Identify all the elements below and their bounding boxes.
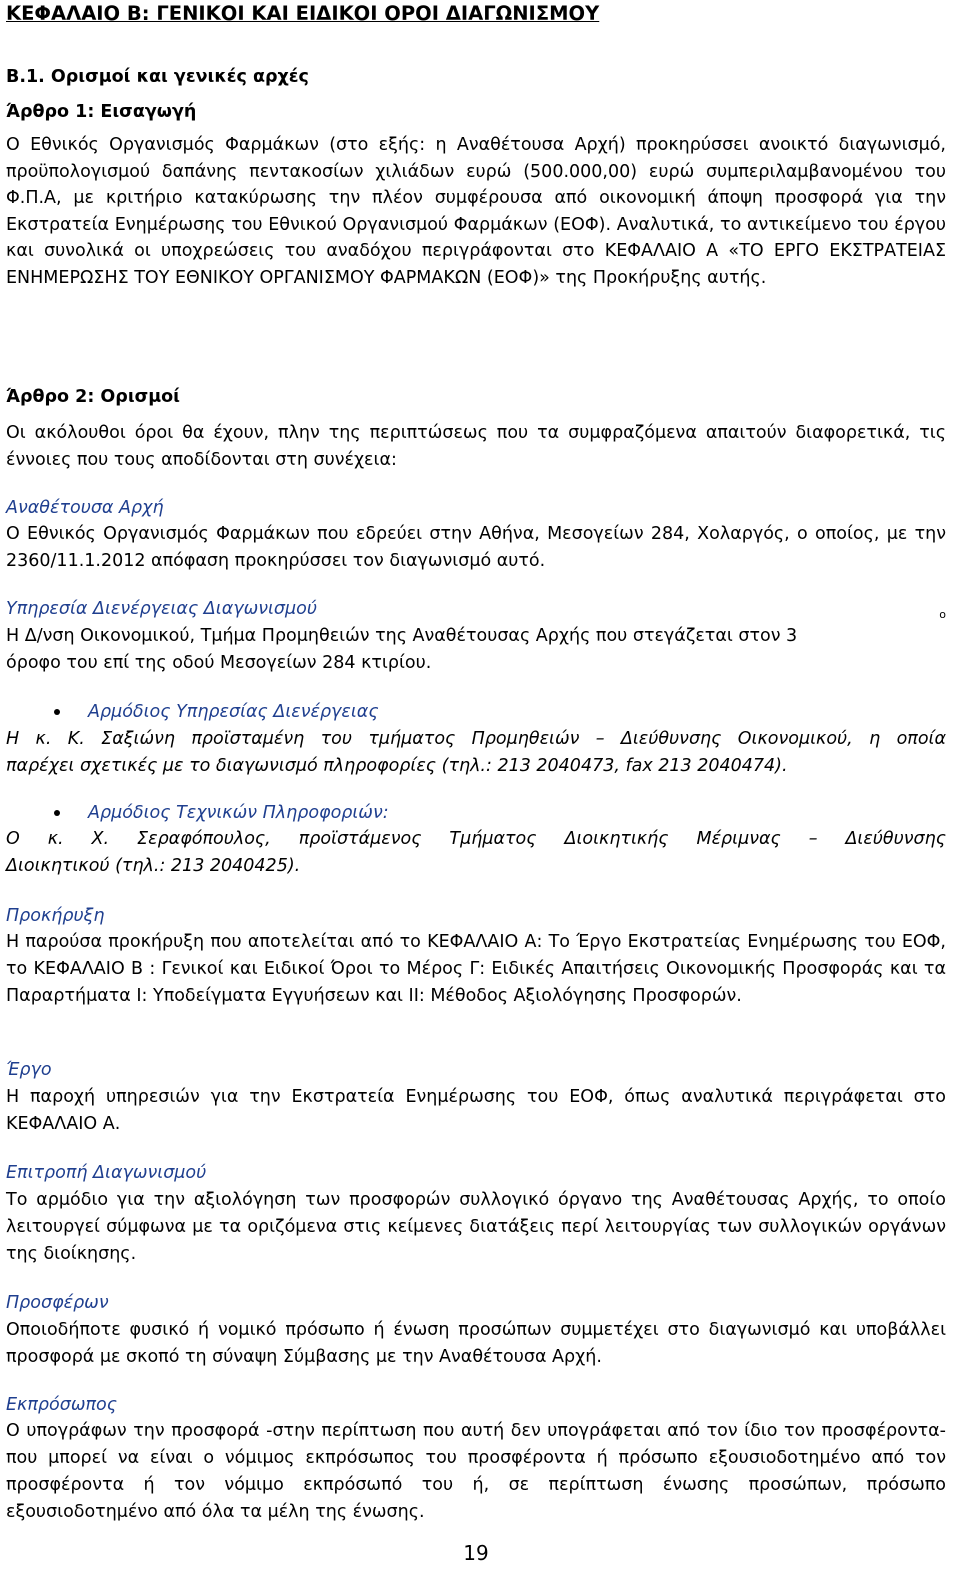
bullet-text-technical-contact xyxy=(6,826,946,880)
bullet-icon xyxy=(54,709,60,715)
definition-text-committee: Το αρμόδιο για την αξιολόγηση των προσφορών συλλογικό όργανο της Αναθέτουσας Αρχής, το οποίο λειτουργεί σύμφωνα με τα οριζόμενα στις κείμενες διατάξεις περί λειτουργίας των συλλογικών οργάνων της διοίκησης. xyxy=(6,1190,946,1264)
service-text-continuation: όροφο του επί της οδού Μεσογείων 284 κτιρίου. xyxy=(6,653,432,673)
bullet-text-service-contact xyxy=(6,726,946,780)
article-1-text: Ο Εθνικός Οργανισμός Φαρμάκων (στο εξής: η Αναθέτουσα Αρχή) προκηρύσσει ανοικτό διαγωνισμό, προϋπολογισμού δαπάνης πεντακοσίων χιλιάδων ευρώ (500.000,00) ευρώ συμπεριλαμβανομένου του Φ.Π.Α, με κριτήριο κατακύρωσης την πλέον συμφέρουσα από οικονομική άποψη προσφορά για την Εκστρατεία Ενημέρωσης του Εθνικού Οργανισμού Φαρμάκων (ΕΟΦ). Αναλυτικά, το αντικείμενο του έργου και συνολικά οι υποχρεώσεις του αναδόχου περιγράφονται στο ΚΕΦΑΛΑΙΟ Α «ΤΟ ΕΡΓΟ ΕΚΣΤΡΑΤΕΙΑΣ ΕΝΗΜΕΡΩΣΗΣ ΤΟΥ ΕΘΝΙΚΟΥ ΟΡΓΑΝΙΣΜΟΥ ΦΑΡΜΑΚΩΝ (ΕΟΦ)» της Προκήρυξης αυτής. xyxy=(6,135,946,288)
article-1-title: Άρθρο 1: Εισαγωγή xyxy=(6,102,197,122)
definition-term-authority: Αναθέτουσα Αρχή xyxy=(6,498,164,518)
definition-text-notice: Η παρούσα προκήρυξη που αποτελείται από το ΚΕΦΑΛΑΙΟ Α: Το Έργο Εκστρατείας Ενημέρωσης του ΕΟΦ, το ΚΕΦΑΛΑΙΟ Β : Γενικοί και Ειδικοί Όροι το Μέρος Γ: Ειδικές Απαιτήσεις Οικονομικής Προσφοράς και τα Παραρτήματα Ι: Υποδείγματα Εγγυήσεων και ΙΙ: Μέθοδος Αξιολόγησης Προσφορών. xyxy=(6,932,946,1006)
chapter-title: ΚΕΦΑΛΑΙΟ Β: ΓΕΝΙΚΟΙ ΚΑΙ ΕΙΔΙΚΟΙ ΟΡΟΙ ΔΙΑΓΩΝΙΣΜΟΥ xyxy=(6,2,600,25)
definition-term-project: Έργο xyxy=(6,1060,52,1080)
definition-term-representative: Εκπρόσωπος xyxy=(6,1395,117,1415)
bullet-icon xyxy=(54,810,60,816)
definition-term-service: Υπηρεσία Διενέργειας Διαγωνισμού xyxy=(6,599,317,619)
definition-text-bidder: Οποιοδήποτε φυσικό ή νομικό πρόσωπο ή ένωση προσώπων συμμετέχει στο διαγωνισμό και υποβάλλει προσφορά με σκοπό τη σύναψη Σύμβασης με την Αναθέτουσα Αρχή. xyxy=(6,1320,946,1367)
definition-text-authority: Ο Εθνικός Οργανισμός Φαρμάκων που εδρεύει στην Αθήνα, Μεσογείων 284, Χολαργός, ο οποίος, με την 2360/11.1.2012 απόφαση προκηρύσσει τον διαγωνισμό αυτό. xyxy=(6,524,946,571)
page-number: 19 xyxy=(463,1541,489,1565)
bullet-text-line: παρέχει σχετικές με το διαγωνισμό πληροφορίες (τηλ.: 213 2040473, fax 213 2040474). xyxy=(6,756,788,776)
bullet-label-technical-contact: Αρμόδιος Τεχνικών Πληροφοριών: xyxy=(88,803,389,823)
article-2-title: Άρθρο 2: Ορισμοί xyxy=(6,387,180,407)
bullet-label-service-contact: Αρμόδιος Υπηρεσίας Διενέργειας xyxy=(88,702,379,722)
bullet-text-line: Ο κ. Χ. Σεραφόπουλος, προϊστάμενος Τμήματος Διοικητικής Μέριμνας – Διεύθυνσης xyxy=(6,829,946,849)
definition-term-notice: Προκήρυξη xyxy=(6,906,105,926)
section-title: Β.1. Ορισμοί και γενικές αρχές xyxy=(6,67,309,87)
bullet-text-line: Διοικητικού (τηλ.: 213 2040425). xyxy=(6,856,301,876)
definition-text-representative: Ο υπογράφων την προσφορά -στην περίπτωση που αυτή δεν υπογράφεται από τον ίδιο τον προσφέροντα- που μπορεί να είναι ο νόμιμος εκπρόσωπος του προσφέροντα ή πρόσωπο εξουσιοδοτημένο από τον προσφέροντα ή τον νόμιμο εκπρόσωπό του ή, σε περίπτωση ένωσης προσώπων, πρόσωπο εξουσιοδοτημένο από όλα τα μέλη της ένωσης. xyxy=(6,1421,946,1522)
bullet-text-line: Η κ. Κ. Σαξιώνη προϊσταμένη του τμήματος Προμηθειών – Διεύθυνσης Οικονομικού, η οποία xyxy=(6,729,946,749)
service-text-superscript: ο xyxy=(939,608,946,621)
article-2-intro: Οι ακόλουθοι όροι θα έχουν, πλην της περιπτώσεως που τα συμφραζόμενα απαιτούν διαφορετικά, τις έννοιες που τους αποδίδονται στη συνέχεια: xyxy=(6,423,946,470)
definition-text-project: Η παροχή υπηρεσιών για την Εκστρατεία Ενημέρωσης του ΕΟΦ, όπως αναλυτικά περιγράφεται στο ΚΕΦΑΛΑΙΟ Α. xyxy=(6,1087,946,1134)
service-text-main: Η Δ/νση Οικονομικού, Τμήμα Προμηθειών της Αναθέτουσας Αρχής που στεγάζεται στον 3 xyxy=(6,626,798,646)
definition-term-bidder: Προσφέρων xyxy=(6,1293,109,1313)
definition-term-committee: Επιτροπή Διαγωνισμού xyxy=(6,1163,207,1183)
